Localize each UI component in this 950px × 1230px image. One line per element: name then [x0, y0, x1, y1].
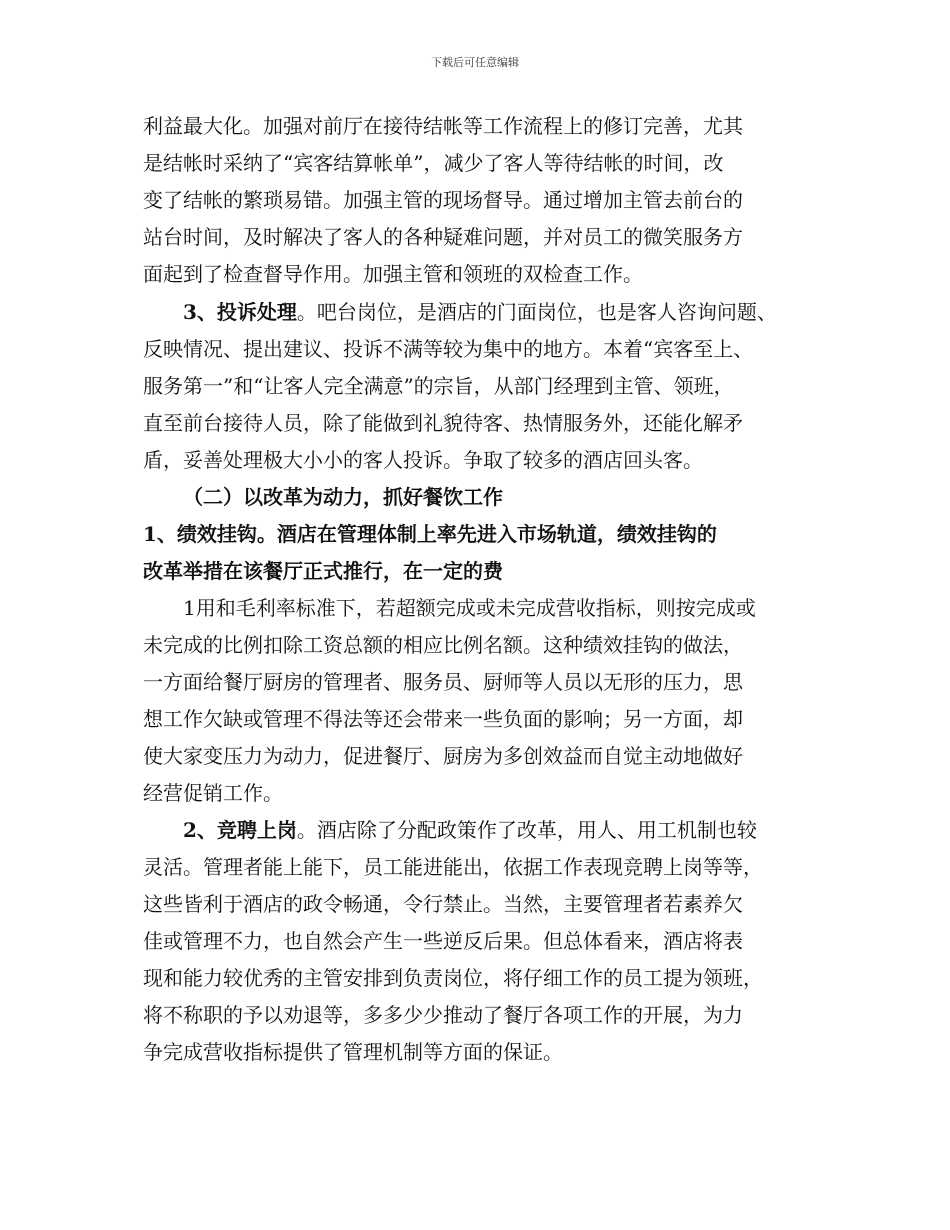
- text-segment: 站台时间，及时解决了客人的各种疑难问题，并对员工的微笑服务方: [143, 225, 743, 249]
- text-segment: 直至前台接待人员，除了能做到礼貌待客、热情服务外，还能化解矛: [143, 411, 743, 435]
- bold-text-segment: 3、投诉处理: [183, 300, 297, 324]
- text-segment: 反映情况、提出建议、投诉不满等较为集中的地方。本着“宾客至上、: [143, 337, 754, 361]
- text-segment: 服务第一”和“让客人完全满意”的宗旨，从部门经理到主管、领班，: [143, 374, 734, 398]
- text-segment: 使大家变压力为动力，促进餐厅、厨房为多创效益而自觉主动地做好: [143, 744, 743, 768]
- page-header: 下载后可任意编辑: [431, 56, 519, 69]
- text-line: [143, 405, 743, 441]
- bold-text-segment: 改革举措在该餐厅正式推行，在一定的费: [143, 559, 503, 583]
- text-segment: 利益最大化。加强对前厅在接待结帐等工作流程上的修订完善，尤其: [143, 114, 743, 138]
- text-line: [143, 219, 743, 255]
- text-line: [143, 368, 734, 404]
- bold-text-segment: （二）以改革为动力，抓好餐饮工作: [183, 485, 503, 509]
- text-line: [143, 738, 743, 774]
- text-line: [143, 664, 743, 700]
- text-line: [143, 108, 743, 144]
- text-line: [143, 145, 723, 181]
- text-segment: 是结帐时采纳了“宾客结算帐单”，减少了客人等待结帐的时间，改: [143, 151, 724, 175]
- text-line: [183, 812, 757, 848]
- text-segment: 这些皆利于酒店的政令畅通，令行禁止。当然，主要管理者若素养欠: [143, 892, 743, 916]
- text-segment: 将不称职的予以劝退等，多多少少推动了餐厅各项工作的开展，为力: [143, 1003, 743, 1027]
- text-segment: 盾，妥善处理极大小小的客人投诉。争取了较多的酒店回头客。: [143, 448, 703, 472]
- text-segment: 现和能力较优秀的主管安排到负责岗位，将仔细工作的员工提为领班，: [143, 966, 763, 990]
- text-segment: 争完成营收指标提供了管理机制等方面的保证。: [143, 1040, 563, 1064]
- text-segment: 一方面给餐厅厨房的管理者、服务员、厨师等人员以无形的压力，思: [143, 670, 743, 694]
- text-segment: 。酒店除了分配政策作了改革，用人、用工机制也较: [296, 818, 757, 842]
- text-line: [143, 849, 763, 885]
- text-segment: 经营促销工作。: [143, 781, 283, 805]
- text-line: [143, 1034, 563, 1070]
- text-segment: 想工作欠缺或管理不得法等还会带来一些负面的影响；另一方面，却: [143, 707, 743, 731]
- text-segment: 面起到了检查督导作用。加强主管和领班的双检查工作。: [143, 262, 643, 286]
- text-line: [143, 331, 753, 367]
- bold-text-segment: 1、绩效挂钩。酒店在管理体制上率先进入市场轨道，绩效挂钩的: [143, 522, 717, 546]
- text-segment: 未完成的比例扣除工资总额的相应比例名额。这种绩效挂钩的做法，: [143, 633, 743, 657]
- text-segment: 灵活。管理者能上能下，员工能进能出，依据工作表现竞聘上岗等等，: [143, 855, 763, 879]
- text-line: [143, 923, 743, 959]
- text-line: [143, 627, 743, 663]
- text-segment: 佳或管理不力，也自然会产生一些逆反后果。但总体看来，酒店将表: [143, 929, 743, 953]
- text-line: [143, 256, 643, 292]
- text-line: [183, 479, 503, 515]
- text-line: [183, 294, 777, 330]
- text-line: [183, 590, 756, 626]
- text-line: [143, 516, 717, 552]
- text-line: [143, 182, 743, 218]
- text-line: [143, 442, 703, 478]
- bold-text-segment: 2、竞聘上岗: [183, 818, 297, 842]
- text-line: [143, 701, 743, 737]
- text-line: [143, 775, 283, 811]
- text-line: [143, 886, 743, 922]
- text-segment: 变了结帐的繁琐易错。加强主管的现场督导。通过增加主管去前台的: [143, 188, 743, 212]
- text-line: [143, 997, 743, 1033]
- text-segment: 1用和毛利率标准下，若超额完成或未完成营收指标，则按完成或: [183, 596, 756, 620]
- text-line: [143, 960, 763, 996]
- text-segment: 。吧台岗位，是酒店的门面岗位，也是客人咨询问题、: [296, 300, 777, 324]
- text-line: [143, 553, 503, 589]
